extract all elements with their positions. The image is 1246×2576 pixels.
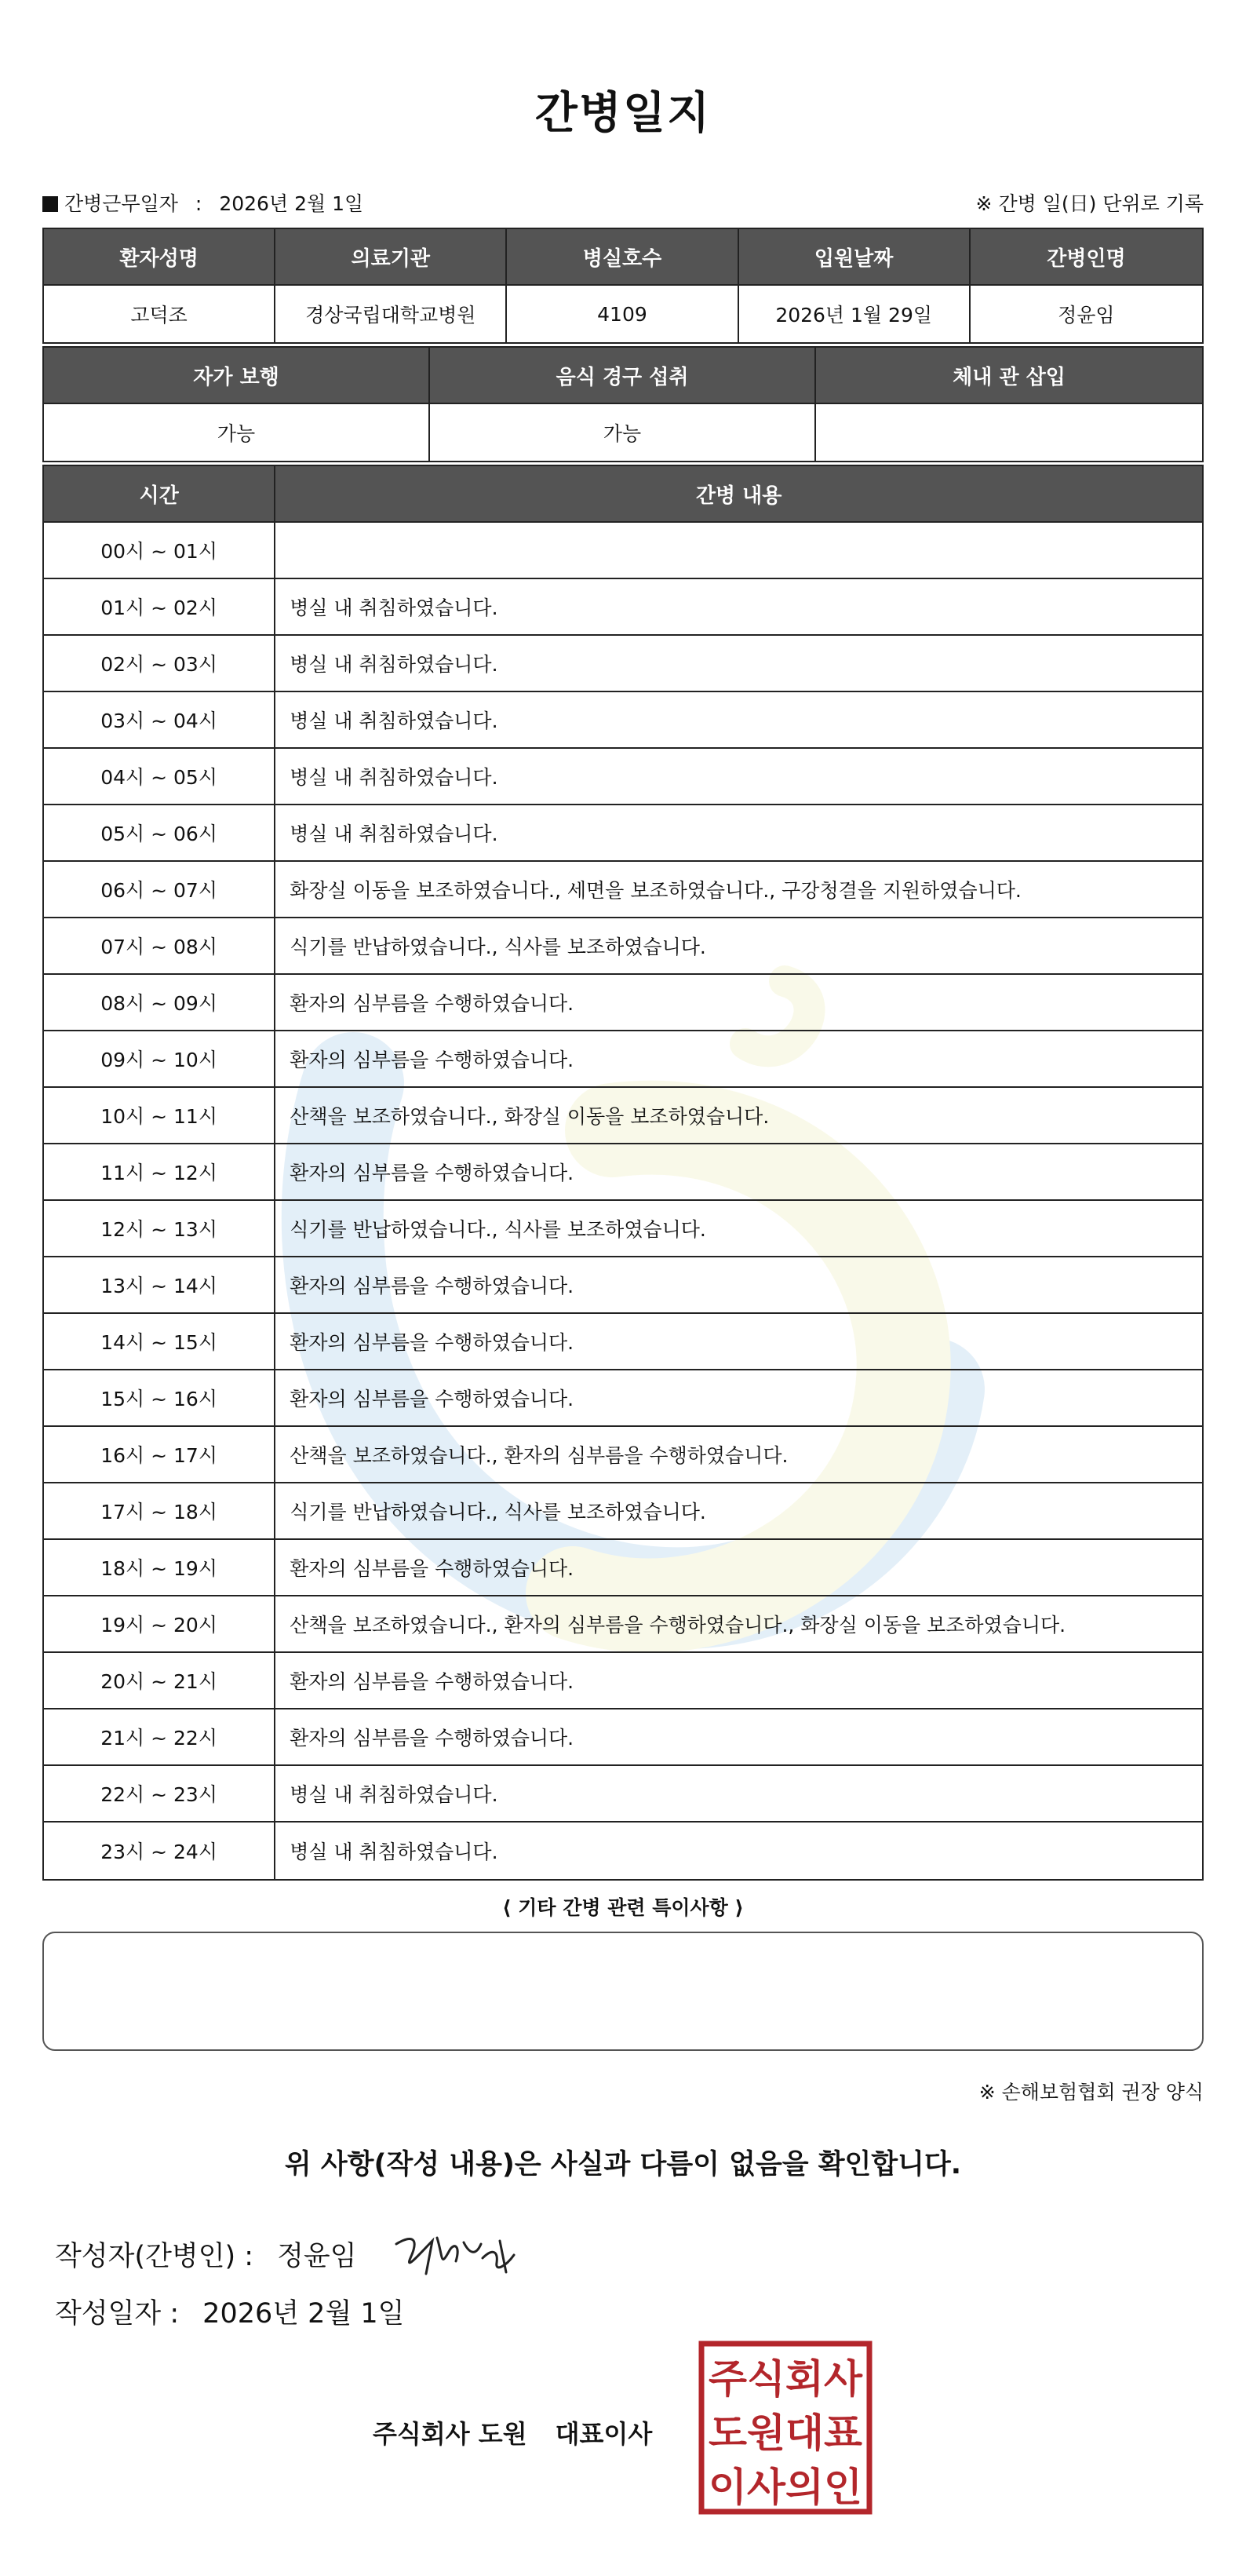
write-date-value: 2026년 2월 1일	[202, 2298, 405, 2330]
header-hospital: 의료기관	[275, 229, 507, 286]
ability-table	[42, 346, 1204, 462]
care-row-content: 환자의 심부름을 수행하였습니다.	[275, 1370, 1202, 1427]
care-row	[44, 636, 1202, 692]
care-row	[44, 1823, 1202, 1879]
header-patient-name: 환자성명	[44, 229, 275, 286]
care-row-content: 산책을 보조하였습니다., 환자의 심부름을 수행하였습니다., 화장실 이동을 보조하였습니다.	[275, 1596, 1202, 1653]
header-self-walking: 자가 보행	[44, 348, 430, 404]
care-row-time: 21시 ~ 22시	[44, 1709, 275, 1766]
care-row-content: 화장실 이동을 보조하였습니다., 세면을 보조하였습니다., 구강청결을 지원하였습니다.	[275, 862, 1202, 918]
care-row-content: 환자의 심부름을 수행하였습니다.	[275, 1540, 1202, 1596]
care-row-content: 병실 내 취침하였습니다.	[275, 805, 1202, 862]
care-row-time: 18시 ~ 19시	[44, 1540, 275, 1596]
care-row-time: 03시 ~ 04시	[44, 692, 275, 749]
care-row	[44, 1031, 1202, 1088]
care-row	[44, 1314, 1202, 1370]
care-row	[44, 1201, 1202, 1257]
care-row-time: 23시 ~ 24시	[44, 1823, 275, 1879]
write-date-label: 작성일자 :	[55, 2298, 180, 2330]
company-representative: 대표이사	[555, 2419, 653, 2449]
care-row-content: 환자의 심부름을 수행하였습니다.	[275, 1653, 1202, 1709]
care-row-time: 12시 ~ 13시	[44, 1201, 275, 1257]
care-row-content: 식기를 반납하였습니다., 식사를 보조하였습니다.	[275, 918, 1202, 975]
care-row-time: 06시 ~ 07시	[44, 862, 275, 918]
care-row-content: 환자의 심부름을 수행하였습니다.	[275, 1709, 1202, 1766]
recommend-note: ※ 손해보험협회 권장 양식	[978, 2081, 1204, 2103]
work-date-info	[42, 188, 363, 217]
care-row-time: 22시 ~ 23시	[44, 1766, 275, 1823]
caregiver-name: 정윤임	[1058, 304, 1115, 327]
care-row-content: 병실 내 취침하였습니다.	[275, 636, 1202, 692]
care-row-time: 08시 ~ 09시	[44, 975, 275, 1031]
care-row	[44, 1088, 1202, 1144]
care-row-time: 07시 ~ 08시	[44, 918, 275, 975]
care-row-time: 17시 ~ 18시	[44, 1483, 275, 1540]
care-row-time: 00시 ~ 01시	[44, 523, 275, 579]
confirmation-statement: 위 사항(작성 내용)은 사실과 다름이 없음을 확인합니다.	[284, 2149, 962, 2180]
writer-label: 작성자(간병인) :	[55, 2241, 254, 2272]
care-row-time: 14시 ~ 15시	[44, 1314, 275, 1370]
company-name: 주식회사 도원	[373, 2419, 527, 2449]
care-row-time: 01시 ~ 02시	[44, 579, 275, 636]
header-oral-intake: 음식 경구 섭취	[430, 348, 816, 404]
signature-icon	[388, 2227, 522, 2282]
care-row	[44, 1144, 1202, 1201]
admission-date: 2026년 1월 29일	[739, 286, 971, 342]
ability-header-row	[44, 348, 1202, 404]
care-row-time: 15시 ~ 16시	[44, 1370, 275, 1427]
company-seal-stamp-icon	[698, 2341, 873, 2515]
write-date-line	[55, 2292, 404, 2331]
care-row-content: 환자의 심부름을 수행하였습니다.	[275, 975, 1202, 1031]
patient-info-value-row	[44, 286, 1202, 342]
page-title: 간병일지	[534, 88, 712, 139]
care-row-time: 20시 ~ 21시	[44, 1653, 275, 1709]
svg-text:도원대표: 도원대표	[709, 2410, 863, 2456]
header-care-content: 간병 내용	[275, 466, 1202, 523]
care-row-content: 식기를 반납하였습니다., 식사를 보조하였습니다.	[275, 1201, 1202, 1257]
care-row	[44, 1427, 1202, 1483]
care-row-content: 환자의 심부름을 수행하였습니다.	[275, 1144, 1202, 1201]
care-row-content: 병실 내 취침하였습니다.	[275, 692, 1202, 749]
tube-insertion-value	[816, 404, 1202, 461]
work-date-value: 2026년 2월 1일	[219, 192, 364, 215]
care-row-time: 19시 ~ 20시	[44, 1596, 275, 1653]
care-row-time: 04시 ~ 05시	[44, 749, 275, 805]
care-row	[44, 579, 1202, 636]
svg-text:이사의인: 이사의인	[709, 2465, 862, 2510]
care-row-content: 환자의 심부름을 수행하였습니다.	[275, 1257, 1202, 1314]
work-date-separator: :	[195, 192, 202, 215]
remarks-box	[42, 1932, 1204, 2051]
self-walking-value: 가능	[44, 404, 430, 461]
care-row	[44, 1766, 1202, 1823]
writer-name: 정윤임	[277, 2241, 357, 2272]
care-row	[44, 1540, 1202, 1596]
header-tube-insertion: 체내 관 삽입	[816, 348, 1202, 404]
care-row	[44, 1483, 1202, 1540]
care-schedule-header-row	[44, 466, 1202, 523]
header-room-number: 병실호수	[507, 229, 738, 286]
care-row	[44, 749, 1202, 805]
care-row-content: 환자의 심부름을 수행하였습니다.	[275, 1031, 1202, 1088]
care-row-content: 병실 내 취침하였습니다.	[275, 1766, 1202, 1823]
care-row	[44, 805, 1202, 862]
patient-info-header-row	[44, 229, 1202, 286]
care-row-content: 병실 내 취침하였습니다.	[275, 579, 1202, 636]
header-caregiver-name: 간병인명	[971, 229, 1202, 286]
care-row-content: 환자의 심부름을 수행하였습니다.	[275, 1314, 1202, 1370]
header-admission-date: 입원날짜	[739, 229, 971, 286]
care-row-time: 13시 ~ 14시	[44, 1257, 275, 1314]
record-note: ※ 간병 일(日) 단위로 기록	[975, 192, 1204, 215]
care-row	[44, 1370, 1202, 1427]
work-date-label: 간병근무일자	[64, 192, 178, 215]
square-bullet-icon	[42, 196, 58, 212]
header-time: 시간	[44, 466, 275, 523]
care-row-content: 산책을 보조하였습니다., 화장실 이동을 보조하였습니다.	[275, 1088, 1202, 1144]
care-row	[44, 692, 1202, 749]
svg-text:주식회사: 주식회사	[709, 2356, 863, 2402]
remarks-title: ⟨ 기타 간병 관련 특이사항 ⟩	[502, 1896, 744, 1919]
writer-line	[55, 2227, 522, 2282]
work-date-line	[42, 188, 1204, 215]
care-row-content: 병실 내 취침하였습니다.	[275, 749, 1202, 805]
care-row-content: 산책을 보조하였습니다., 환자의 심부름을 수행하였습니다.	[275, 1427, 1202, 1483]
care-row-time: 09시 ~ 10시	[44, 1031, 275, 1088]
care-row-content	[275, 523, 1202, 579]
patient-info-table	[42, 228, 1204, 344]
care-row	[44, 1709, 1202, 1766]
company-signature-line	[373, 2414, 652, 2450]
care-row-content: 식기를 반납하였습니다., 식사를 보조하였습니다.	[275, 1483, 1202, 1540]
care-schedule-table	[42, 465, 1204, 1881]
care-row	[44, 1596, 1202, 1653]
care-row	[44, 975, 1202, 1031]
patient-name: 고덕조	[44, 286, 275, 342]
care-row	[44, 862, 1202, 918]
room-number: 4109	[507, 286, 738, 342]
care-row-time: 05시 ~ 06시	[44, 805, 275, 862]
ability-value-row	[44, 404, 1202, 461]
care-row-content: 병실 내 취침하였습니다.	[290, 1841, 498, 1863]
care-row-time: 10시 ~ 11시	[44, 1088, 275, 1144]
care-row-time: 11시 ~ 12시	[44, 1144, 275, 1201]
care-row	[44, 1653, 1202, 1709]
oral-intake-value: 가능	[430, 404, 816, 461]
care-row	[44, 1257, 1202, 1314]
care-row-time: 16시 ~ 17시	[44, 1427, 275, 1483]
hospital-name: 경상국립대학교병원	[275, 286, 507, 342]
care-row	[44, 523, 1202, 579]
care-row-time: 02시 ~ 03시	[44, 636, 275, 692]
care-row	[44, 918, 1202, 975]
